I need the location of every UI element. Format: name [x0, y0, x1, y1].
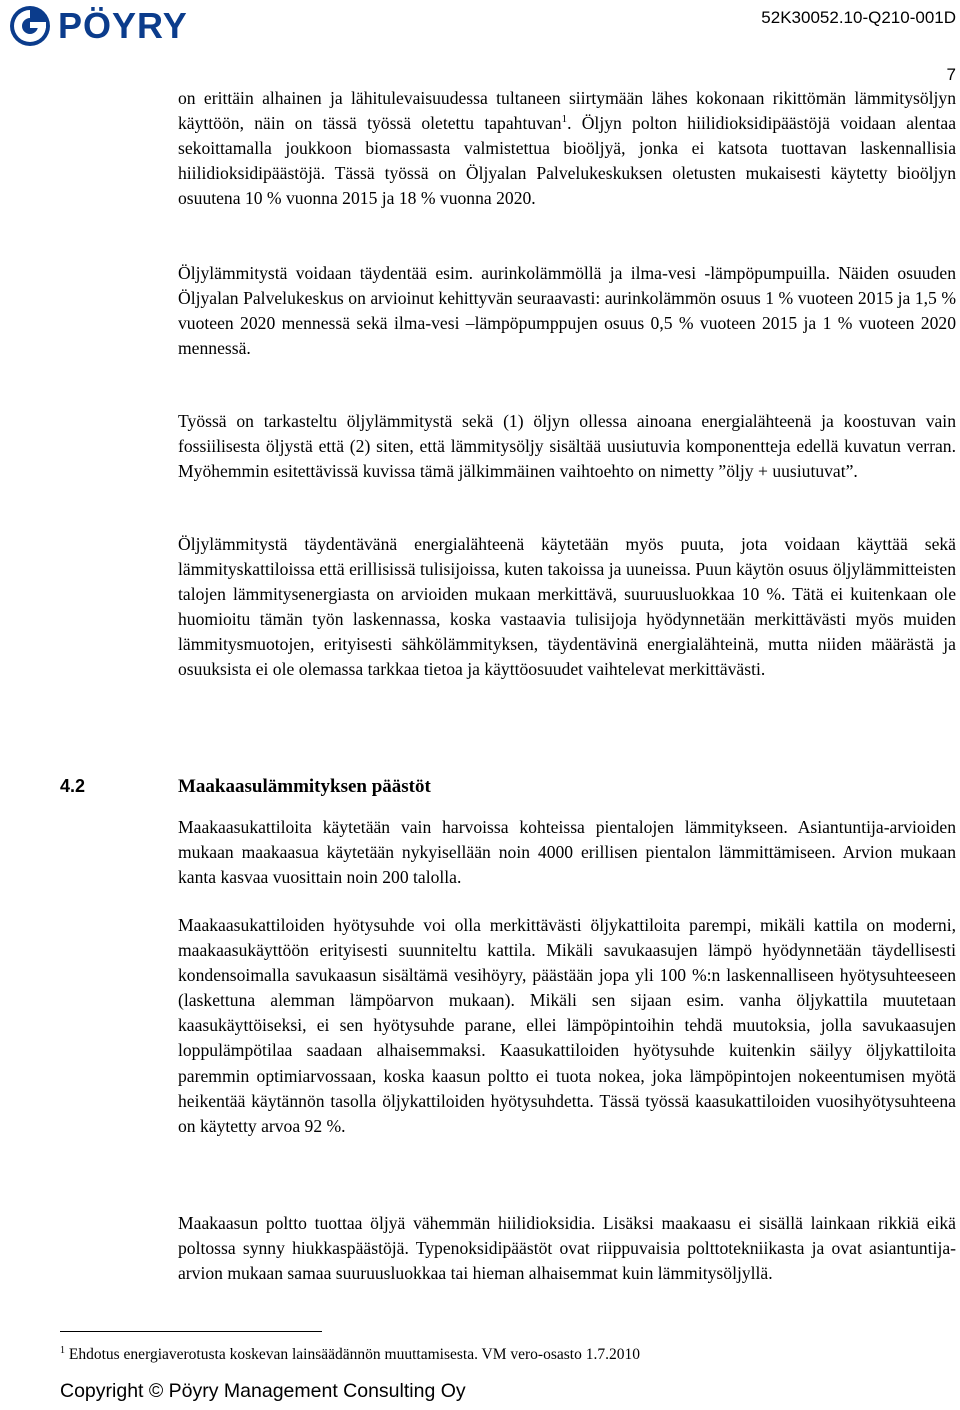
poyry-logo: [8, 4, 188, 48]
section-number: 4.2: [60, 776, 86, 796]
paragraph-gas-emissions: Maakaasun poltto tuottaa öljyä vähemmän hiilidioksidia. Lisäksi maakaasu ei sisällä lainkaan rikkiä eikä poltossa synny hiukkaspäästöjä. Typenoksidipäästöt ovat riippuvaisia polttotekniikasta ja ovat asiantuntija-arvion mukaan samaa suuruusluokkaa tai hieman alhaisemmat kuin lämmitysöljyllä.: [178, 1213, 956, 1284]
document-id: 52K30052.10-Q210-001D: [761, 8, 956, 27]
footnote-marker: 1: [60, 1345, 65, 1356]
paragraph-scenarios: Työssä on tarkasteltu öljylämmitystä sekä (1) öljyn ollessa ainoana energialähteenä ja koostuvan vain fossiilisesta öljystä että (2) siten, että lämmitysöljy sisältää uusiutuvia komponentteja edellä kuvatun verran. Myöhemmin esitettävissä kuvissa tämä jälkimmäinen vaihtoehto on nimetty ”öljy + uusiutuvat”.: [178, 411, 956, 482]
copyright-notice: Copyright © Pöyry Management Consulting Oy: [60, 1380, 466, 1402]
footnote-divider: [60, 1331, 322, 1332]
page-header: [0, 0, 960, 50]
paragraph-oil-heating-emissions: [178, 86, 956, 211]
paragraph-wood-use: Öljylämmitystä täydentävänä energialähteenä käytetään myös puuta, jota voidaan käyttää sekä lämmityskattiloissa että erillisissä tulisijoissa, kuten takoissa ja uuneissa. Puun käytön osuus öljylämmitteisten talojen lämmitysenergiasta on arvioiden mukaan merkittävä, suuruusluokkaa 10 %. Tätä ei kuitenkaan ole huomioitu tämän työn laskennassa, koska vastaavia tulisijoja hyödynnetään merkittävästi myös muiden lämmitysmuotojen, erityisesti sähkölämmityksen, täydentävinä energialähteinä, mutta niiden määrästä ja osuuksista ei ole olemassa tarkkaa tietoa ja käyttöosuudet vaihtelevat merkittävästi.: [178, 534, 956, 680]
paragraph-supplementary-heating: Öljylämmitystä voidaan täydentää esim. aurinkolämmöllä ja ilma-vesi -lämpöpumpuilla. Näiden osuuden Öljyalan Palvelukeskus on arvioinut kehittyvän seuraavasti: aurinkolämmön osuus 1 % vuoteen 2015 ja 1,5 % vuoteen 2020 mennessä sekä ilma-vesi –lämpöpumppujen osuus 0,5 % vuoteen 2015 ja 1 % vuoteen 2020 mennessä.: [178, 263, 956, 359]
paragraph-text: on erittäin alhainen ja lähitulevaisuudessa tultaneen siirtymään lähes kokonaan rikittömän lämmitysöljyn käyttöön, näin on tässä työssä oletettu tapahtuvan: [178, 88, 956, 134]
poyry-logo-icon: [8, 4, 52, 48]
footnote-ref: 1: [561, 113, 568, 126]
footnote-text: Ehdotus energiaverotusta koskevan lainsäädännön muuttamisesta. VM vero-osasto 1.7.2010: [68, 1346, 640, 1364]
paragraph-gas-efficiency: Maakaasukattiloiden hyötysuhde voi olla merkittävästi öljykattiloita parempi, mikäli kattila on moderni, maakaasukäyttöön erityisesti suunniteltu kattila. Mikäli savukaasujen lämpö hyödynnetään täydellisesti kondensoimalla savukaasun sisältämä vesihöyry, päästään jopa yli 100 %:n laskennalliseen hyötysuhteeseen (laskettuna alemman lämpöarvon mukaan). Mikäli sen sijaan esim. vanha öljykattila muutetaan kaasukäyttöiseksi, ei sen hyötysuhde parane, ellei lämpöpintoihin tehdä muutoksia, jolla savukaasujen loppulämpötilaa saadaan alhaisemmaksi. Kaasukattiloiden hyötysuhde kuitenkin säilyy öljykattiloita paremmin optimiarvossaan, koska kaasun poltto ei tuota nokea, joka lämpöpintojen nokeentumisen myötä heikentää käytännön tasolla öljykattiloiden hyötysuhdetta. Tässä työssä kaasukattiloiden vuosihyötysuhteena on käytetty arvoa 92 %.: [178, 915, 956, 1136]
paragraph-text: . Öljyn polton hiilidioksidipäästöjä voidaan alentaa sekoittamalla joukkoon biomassasta valmistettua bioöljyä, jonka ei katsota tuottavan laskennallisia hiilidioksidipäästöjä. Tässä työssä on Öljyalan Palvelukeskuksen oletusten mukaisesti käytetty bioöljyn osuutena 10 % vuonna 2015 ja 18 % vuonna 2020.: [178, 113, 956, 209]
footnote: [60, 1345, 640, 1364]
logo-wordmark: PÖYRY: [58, 5, 188, 46]
paragraph-gas-boiler-usage: Maakaasukattiloita käytetään vain harvoissa kohteissa pientalojen lämmitykseen. Asiantuntija-arvioiden mukaan maakaasua käytetään nykyisellään noin 4000 erillisen pientalon lämmittämiseen. Arvion mukaan kanta kasvaa vuosittain noin 200 talolla.: [178, 817, 956, 888]
section-title: Maakaasulämmityksen päästöt: [178, 776, 431, 797]
page-number: 7: [946, 65, 956, 84]
